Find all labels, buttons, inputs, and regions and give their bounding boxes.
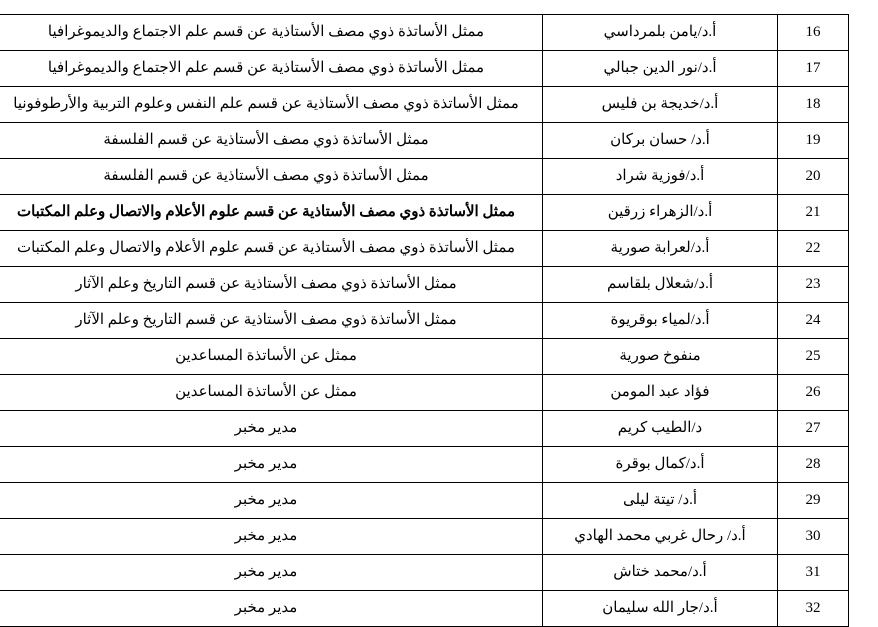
member-role: [0, 411, 543, 447]
member-name: أ.د/ حسان بركان: [543, 123, 778, 159]
row-number: 24: [778, 303, 849, 339]
member-name: أ.د/محمد ختاش: [543, 555, 778, 591]
member-role: [0, 195, 543, 231]
member-name: أ.د/خديجة بن فليس: [543, 87, 778, 123]
table-row: [0, 375, 849, 411]
member-role: [0, 591, 543, 627]
table-row: [0, 339, 849, 375]
member-name: أ.د/شعلال بلقاسم: [543, 267, 778, 303]
member-role: [0, 519, 543, 555]
row-number: 19: [778, 123, 849, 159]
member-role-text: مدير مخبر: [234, 455, 298, 472]
member-name: أ.د/كمال بوقرة: [543, 447, 778, 483]
member-role: [0, 375, 543, 411]
member-role-text: مدير مخبر: [234, 491, 298, 508]
table-row: [0, 447, 849, 483]
table-row: [0, 555, 849, 591]
member-name: أ.د/الزهراء زرقين: [543, 195, 778, 231]
table-row: [0, 159, 849, 195]
member-role-text: ممثل الأساتذة ذوي مصف الأستاذية عن قسم علم الاجتماع والديموغرافيا: [47, 23, 485, 40]
member-name: أ.د/فوزية شراد: [543, 159, 778, 195]
member-name: منفوخ صورية: [543, 339, 778, 375]
table-row: [0, 411, 849, 447]
member-name: أ.د/جار الله سليمان: [543, 591, 778, 627]
member-role: [0, 123, 543, 159]
table-row: [0, 303, 849, 339]
row-number: 17: [778, 51, 849, 87]
table-row: [0, 591, 849, 627]
row-number: 30: [778, 519, 849, 555]
member-role-text: ممثل الأساتذة ذوي مصف الأستاذية عن قسم التاريخ وعلم الآثار: [75, 311, 457, 328]
member-role-text: ممثل عن الأساتذة المساعدين: [175, 383, 357, 400]
member-name: د/الطيب كريم: [543, 411, 778, 447]
member-name: أ.د/لعرابة صورية: [543, 231, 778, 267]
member-role: [0, 15, 543, 51]
member-role: [0, 87, 543, 123]
row-number: 29: [778, 483, 849, 519]
member-role: [0, 231, 543, 267]
member-role-text: مدير مخبر: [234, 599, 298, 616]
member-role-text: ممثل الأساتذة ذوي مصف الأستاذية عن قسم علوم الأعلام والاتصال وعلم المكتبات: [16, 239, 516, 256]
row-number: 18: [778, 87, 849, 123]
row-number: 16: [778, 15, 849, 51]
table-row: [0, 483, 849, 519]
member-name: أ.د/ تيتة ليلى: [543, 483, 778, 519]
table-row: [0, 519, 849, 555]
row-number: 25: [778, 339, 849, 375]
member-role: [0, 483, 543, 519]
member-role-text: مدير مخبر: [234, 419, 298, 436]
row-number: 28: [778, 447, 849, 483]
member-name: أ.د/يامن بلمرداسي: [543, 15, 778, 51]
table-row: [0, 87, 849, 123]
table-row: [0, 195, 849, 231]
member-role-text: ممثل الأساتذة ذوي مصف الأستاذية عن قسم التاريخ وعلم الآثار: [75, 275, 457, 292]
member-role: [0, 339, 543, 375]
table-row: [0, 231, 849, 267]
table-row: [0, 123, 849, 159]
member-name: أ.د/ رحال غربي محمد الهادي: [543, 519, 778, 555]
member-name: فؤاد عبد المومن: [543, 375, 778, 411]
member-role-text: ممثل عن الأساتذة المساعدين: [175, 347, 357, 364]
member-role-text: ممثل الأساتذة ذوي مصف الأستاذية عن قسم الفلسفة: [103, 131, 429, 148]
row-number: 26: [778, 375, 849, 411]
member-role: [0, 447, 543, 483]
member-role: [0, 51, 543, 87]
table-body: [0, 15, 849, 627]
row-number: 21: [778, 195, 849, 231]
member-role-text: مدير مخبر: [234, 563, 298, 580]
row-number: 27: [778, 411, 849, 447]
row-number: 32: [778, 591, 849, 627]
member-role: [0, 303, 543, 339]
member-role-text: ممثل الأساتذة ذوي مصف الأستاذية عن قسم علوم الأعلام والاتصال وعلم المكتبات: [16, 203, 516, 220]
member-role: [0, 159, 543, 195]
council-members-table: [0, 14, 849, 627]
row-number: 22: [778, 231, 849, 267]
member-name: أ.د/نور الدين جبالي: [543, 51, 778, 87]
table-row: [0, 51, 849, 87]
table-row: [0, 15, 849, 51]
member-role-text: ممثل الأساتذة ذوي مصف الأستاذية عن قسم علم الاجتماع والديموغرافيا: [47, 59, 485, 76]
member-role: [0, 267, 543, 303]
row-number: 31: [778, 555, 849, 591]
member-name: أ.د/لمياء بوقريوة: [543, 303, 778, 339]
member-role-text: ممثل الأساتذة ذوي مصف الأستاذية عن قسم علم النفس وعلوم التربية والأرطوفونيا: [13, 95, 519, 112]
row-number: 23: [778, 267, 849, 303]
member-role: [0, 555, 543, 591]
row-number: 20: [778, 159, 849, 195]
member-role-text: مدير مخبر: [234, 527, 298, 544]
table-row: [0, 267, 849, 303]
member-role-text: ممثل الأساتذة ذوي مصف الأستاذية عن قسم الفلسفة: [103, 167, 429, 184]
